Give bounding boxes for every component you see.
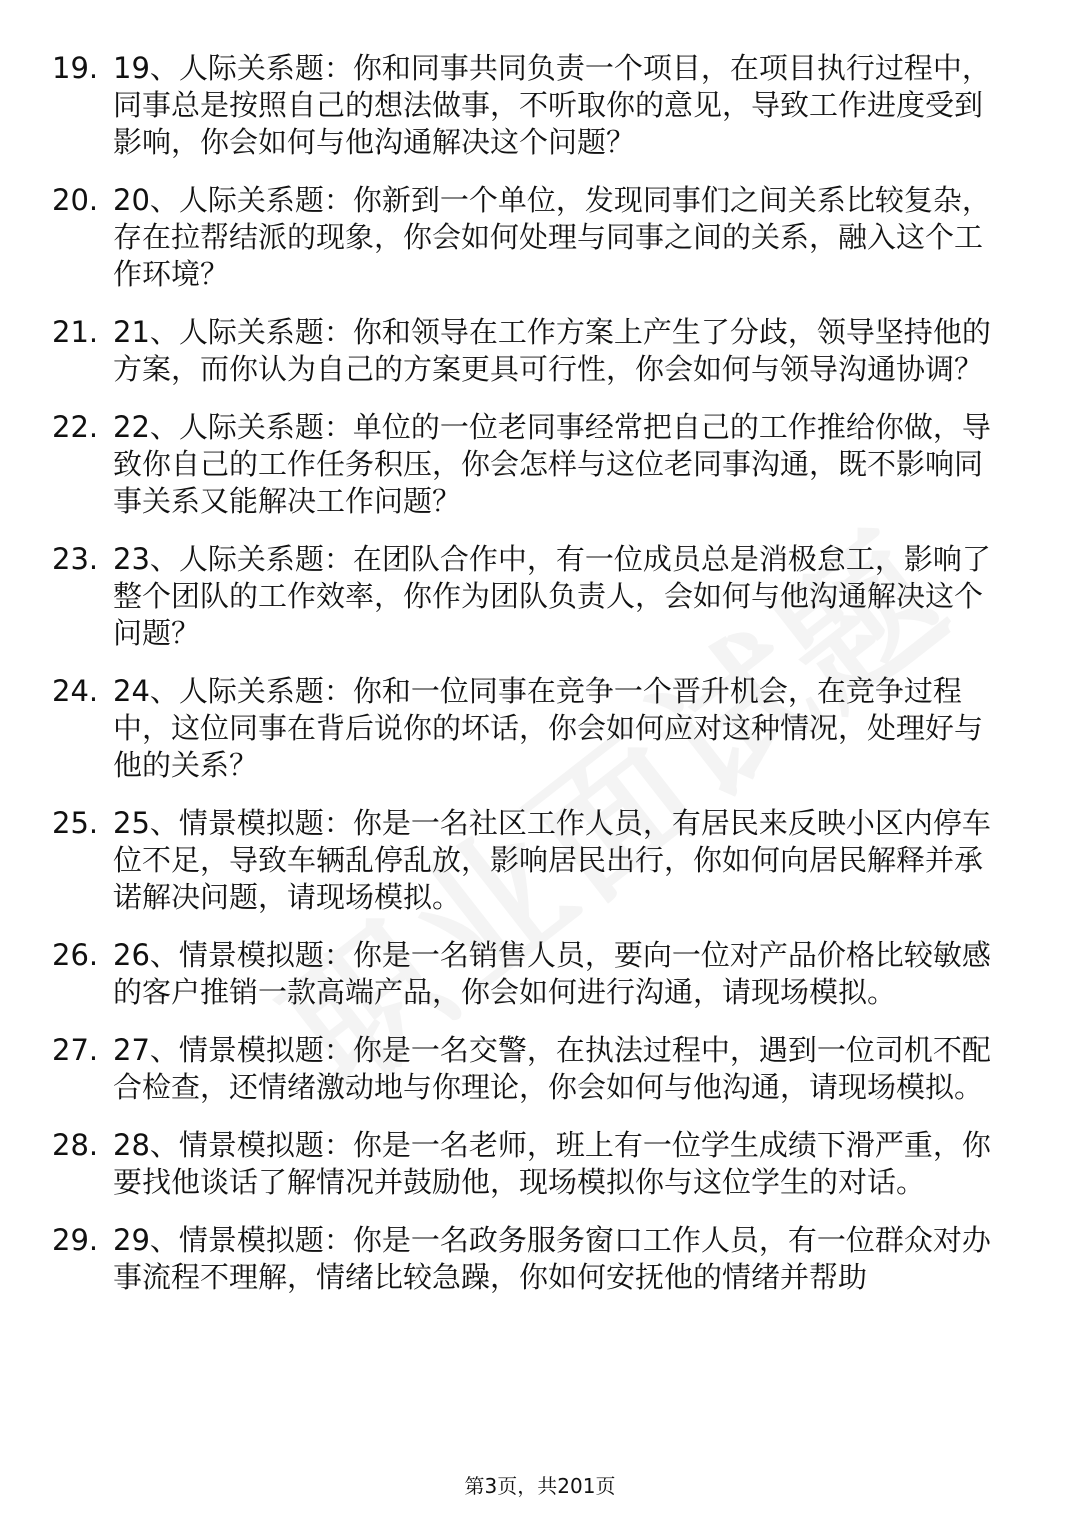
list-item <box>0 1127 1080 1201</box>
question-number: 22. <box>52 410 99 444</box>
page-footer <box>0 1474 1080 1498</box>
list-item <box>0 1222 1080 1296</box>
question-number: 19. <box>52 51 99 85</box>
question-number: 26. <box>52 938 99 972</box>
question-number: 20. <box>52 183 99 217</box>
list-item <box>0 805 1080 916</box>
question-list <box>0 50 1080 1317</box>
question-text: 23、人际关系题：在团队合作中，有一位成员总是消极怠工，影响了整个团队的工作效率，你作为团队负责人，会如何与他沟通解决这个问题？ <box>113 542 991 650</box>
question-text: 28、情景模拟题：你是一名老师，班上有一位学生成绩下滑严重，你要找他谈话了解情况并鼓励他，现场模拟你与这位学生的对话。 <box>113 1128 991 1199</box>
question-text: 25、情景模拟题：你是一名社区工作人员，有居民来反映小区内停车位不足，导致车辆乱停乱放，影响居民出行，你如何向居民解释并承诺解决问题，请现场模拟。 <box>113 806 991 914</box>
question-number: 21. <box>52 315 99 349</box>
question-text: 21、人际关系题：你和领导在工作方案上产生了分歧，领导坚持他的方案，而你认为自己的方案更具可行性，你会如何与领导沟通协调？ <box>113 315 991 386</box>
question-number: 23. <box>52 542 99 576</box>
question-text: 27、情景模拟题：你是一名交警，在执法过程中，遇到一位司机不配合检查，还情绪激动地与你理论，你会如何与他沟通，请现场模拟。 <box>113 1033 991 1104</box>
list-item <box>0 50 1080 161</box>
list-item <box>0 937 1080 1011</box>
page-number: 第3页，共201页 <box>464 1474 616 1498</box>
question-text: 24、人际关系题：你和一位同事在竞争一个晋升机会，在竞争过程中，这位同事在背后说你的坏话，你会如何应对这种情况，处理好与他的关系？ <box>113 674 984 782</box>
question-number: 25. <box>52 806 99 840</box>
list-item <box>0 182 1080 293</box>
list-item <box>0 541 1080 652</box>
question-number: 29. <box>52 1223 99 1257</box>
question-text: 26、情景模拟题：你是一名销售人员，要向一位对产品价格比较敏感的客户推销一款高端产品，你会如何进行沟通，请现场模拟。 <box>113 938 991 1009</box>
list-item <box>0 1032 1080 1106</box>
question-text: 19、人际关系题：你和同事共同负责一个项目，在项目执行过程中，同事总是按照自己的想法做事，不听取你的意见，导致工作进度受到影响，你会如何与他沟通解决这个问题？ <box>113 51 991 159</box>
list-item <box>0 673 1080 784</box>
question-number: 24. <box>52 674 99 708</box>
question-text: 22、人际关系题：单位的一位老同事经常把自己的工作推给你做，导致你自己的工作任务积压，你会怎样与这位老同事沟通，既不影响同事关系又能解决工作问题？ <box>113 410 991 518</box>
question-text: 20、人际关系题：你新到一个单位，发现同事们之间关系比较复杂，存在拉帮结派的现象，你会如何处理与同事之间的关系，融入这个工作环境？ <box>113 183 991 291</box>
question-text: 29、情景模拟题：你是一名政务服务窗口工作人员，有一位群众对办事流程不理解，情绪比较急躁，你如何安抚他的情绪并帮助 <box>113 1223 991 1294</box>
question-number: 28. <box>52 1128 99 1162</box>
list-item <box>0 409 1080 520</box>
question-number: 27. <box>52 1033 99 1067</box>
list-item <box>0 314 1080 388</box>
